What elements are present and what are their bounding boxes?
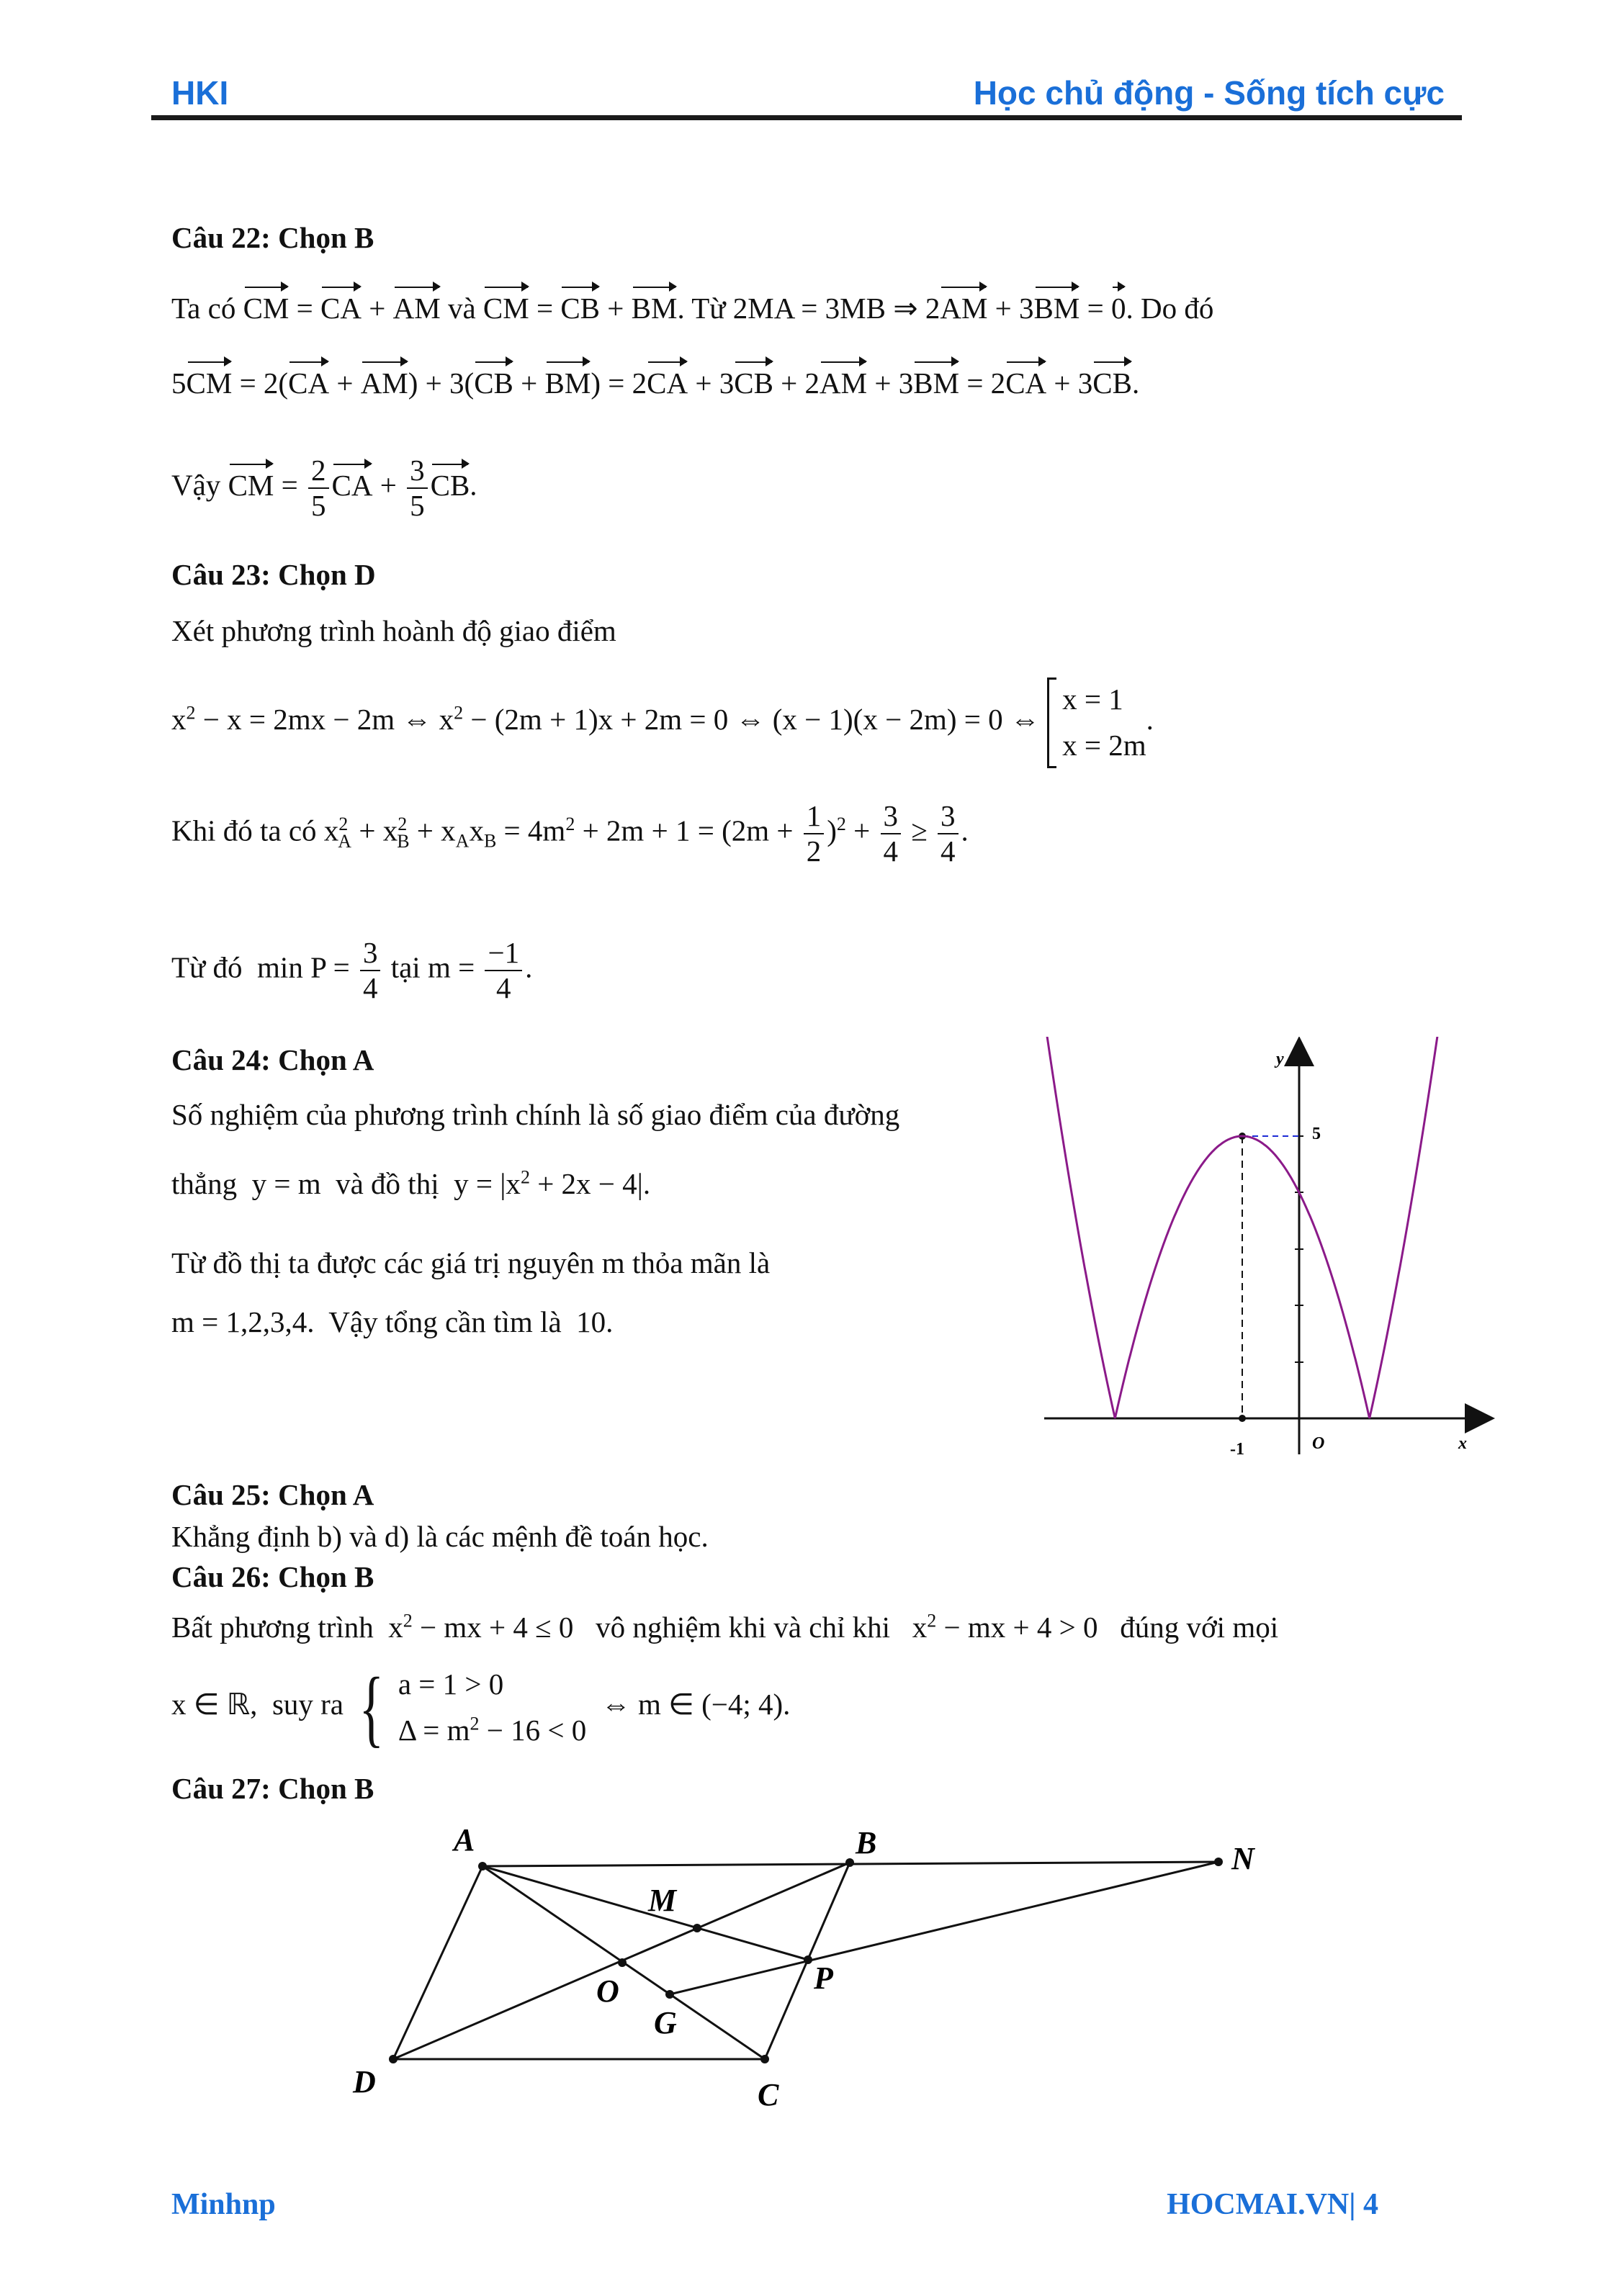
footer-left: Minhnp (171, 2188, 276, 2221)
q25-title: Câu 25: Chọn A (171, 1478, 374, 1511)
tick-minus-1: -1 (1230, 1440, 1244, 1459)
point-M (693, 1924, 701, 1932)
q24-para4: m = 1,2,3,4. Vậy tổng cần tìm là 10. (171, 1305, 614, 1338)
x-axis-label: x (1458, 1434, 1467, 1453)
header-right: Học chủ động - Sống tích cực (973, 74, 1445, 112)
q22-line2: 5CM = 2(CA + AM) + 3(CB + BM) = 2CA + 3CB + 2AM + 3BM = 2CA + 3CB. (171, 366, 1140, 400)
q22-line3: Vậy CM = $\frac{2}{5}$ CA + $\frac{3}{5}$ CB. (171, 454, 477, 523)
footer-right: HOCMAI.VN| 4 (1167, 2188, 1378, 2221)
point-O (618, 1958, 627, 1967)
header-left: HKI (171, 74, 229, 112)
label-G: G (654, 2005, 677, 2040)
label-O: O (596, 1973, 619, 2009)
label-N: N (1231, 1841, 1254, 1876)
label-A: A (454, 1822, 475, 1858)
point-G (665, 1990, 674, 1999)
point-C (760, 2055, 769, 2063)
q24-para3: Từ đồ thị ta được các giá trị nguyên m thỏa mãn là (171, 1246, 771, 1279)
label-C: C (758, 2077, 779, 2112)
origin-label: O (1312, 1434, 1325, 1453)
point-N (1214, 1858, 1223, 1866)
segment-GN (670, 1862, 1218, 1994)
segment-AP (482, 1866, 808, 1960)
q26-line2: x ∈ ℝ, suy ra { a = 1 > 0 $\Delta = m^2 - 16 < 0$ ⇔ m ∈ (−4; 4). (171, 1659, 791, 1755)
q22-line1: Ta có CM = CA + AM và CM = CB + BM. Từ 2MA = 3MB ⇒ 2AM + 3BM = 0. Do đó (171, 292, 1214, 325)
label-D: D (353, 2064, 376, 2099)
q27-title: Câu 27: Chọn B (171, 1772, 374, 1805)
point-B (845, 1858, 854, 1867)
q27-figure (331, 1822, 1282, 2153)
point-D (389, 2055, 398, 2063)
label-P: P (814, 1960, 833, 1996)
label-B: B (856, 1825, 877, 1860)
q26-title: Câu 26: Chọn B (171, 1560, 374, 1593)
point-minus-1 (1239, 1415, 1246, 1422)
q25-text: Khẳng định b) và d) là các mệnh đề toán học. (171, 1520, 709, 1553)
q26-line1: Bất phương trình $x^2$ − mx + 4 ≤ 0 vô nghiệm khi và chỉ khi $x^2$ − mx + 4 > 0 đúng với mọi (171, 1610, 1279, 1644)
q23-min: Từ đó min P = $\frac{3}{4}$ tại m = $\frac{-1}{4}$ . (171, 936, 533, 1005)
q24-title: Câu 24: Chọn A (171, 1043, 374, 1076)
y-axis-label: y (1276, 1050, 1284, 1068)
segment-AD (393, 1866, 482, 2059)
tick-5: 5 (1312, 1125, 1321, 1143)
q23-equation: $x^2 - x = 2mx - 2m$ ⇔ $x^2 - (2m + 1)x + 2m = 0$ ⇔ (x − 1)(x − 2m) = 0 ⇔ x = 1 x = 2m . (171, 677, 1154, 768)
q22-title: Câu 22: Chọn B (171, 221, 374, 254)
q24-graph (1037, 1037, 1498, 1469)
q23-title: Câu 23: Chọn D (171, 558, 376, 591)
point-P (804, 1955, 812, 1964)
label-M: M (648, 1883, 677, 1918)
q23-intro: Xét phương trình hoành độ giao điểm (171, 614, 616, 647)
point-A (478, 1862, 487, 1870)
q23-sum: Khi đó ta có $x^2_A + x^2_B + x_Ax_B = 4m^2 + 2m + 1 = (2m$ + $\frac{1}{2}$ )$^2$ + $\frac{3}{4}$ ≥ $\frac{3}{4}$ . (171, 799, 969, 868)
q24-para1: Số nghiệm của phương trình chính là số giao điểm của đường (171, 1098, 900, 1131)
q24-para2: thẳng y = m và đồ thị $y = |x^2 + 2x - 4|$. (171, 1166, 651, 1200)
header-rule (151, 115, 1462, 120)
